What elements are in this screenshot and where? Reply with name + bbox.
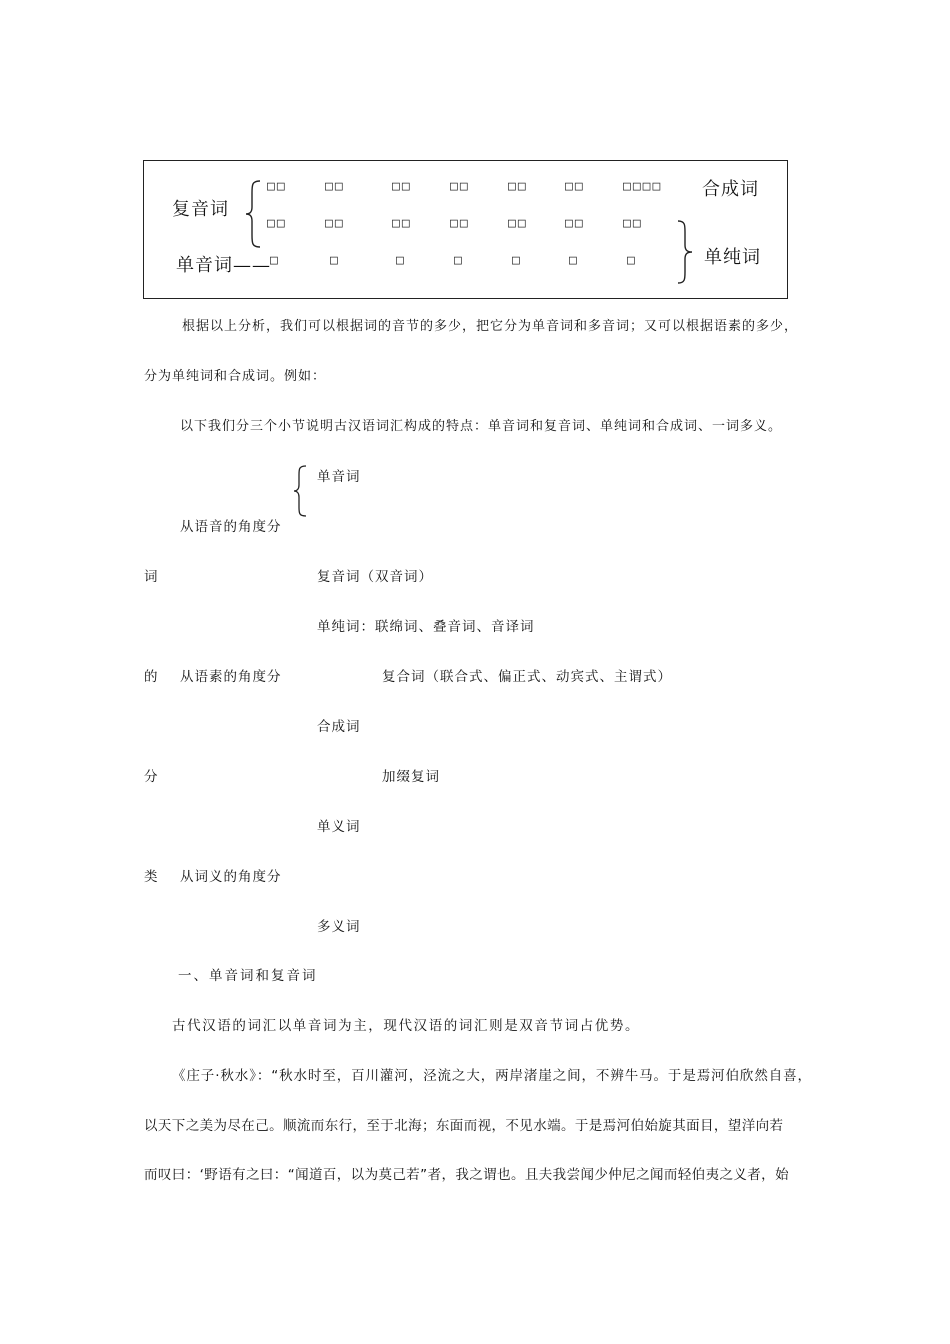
right-brace-icon — [676, 219, 694, 285]
class-fen: 分 — [144, 769, 159, 785]
quote-line-1: 《庄子·秋水》：“秋水时至，百川灌河，泾流之大，两岸渚崖之间，不辨牛马。于是焉河伯欣然自喜， — [172, 1068, 812, 1084]
row2-cell: □□ — [392, 216, 412, 231]
row1-cell: □□ — [565, 179, 585, 194]
danchunci-label: 单纯词 — [704, 247, 761, 268]
class-yuyin: 从语音的角度分 — [180, 519, 282, 535]
row1-cell: □□ — [450, 179, 470, 194]
class-danchunci: 单纯词：联绵词、叠音词、音译词 — [317, 619, 535, 635]
row2-cell: □□ — [565, 216, 585, 231]
row3-cell: □ — [512, 253, 522, 268]
row1-cell: □□ — [392, 179, 412, 194]
paragraph-analysis-cont: 分为单纯词和合成词。例如： — [144, 369, 327, 384]
row3-cell: □ — [396, 253, 406, 268]
classification-brace-icon — [292, 464, 308, 518]
class-danyinci: 单音词 — [317, 469, 361, 485]
class-lei: 类 — [144, 869, 159, 885]
section-title: 一、单音词和复音词 — [178, 968, 318, 984]
class-fuheci: 复合词（联合式、偏正式、动宾式、主谓式） — [382, 669, 672, 685]
word-structure-diagram — [143, 160, 788, 299]
class-yusu: 从语素的角度分 — [180, 669, 282, 685]
paragraph-outline: 以下我们分三个小节说明古汉语词汇构成的特点：单音词和复音词、单纯词和合成词、一词多义。 — [180, 419, 783, 434]
row2-cell: □□ — [450, 216, 470, 231]
class-ciyi: 从词义的角度分 — [180, 869, 282, 885]
class-fuyinci: 复音词（双音词） — [317, 569, 433, 585]
row2-cell: □□ — [508, 216, 528, 231]
row1-cell: □□ — [508, 179, 528, 194]
class-jiazhui: 加缀复词 — [382, 769, 440, 785]
left-brace-icon — [244, 179, 264, 249]
class-hechengci: 合成词 — [317, 719, 361, 735]
quote-line-3: 而叹曰：‘野语有之曰：“闻道百，以为莫己若”者，我之谓也。且夫我尝闻少仲尼之闻而轻伯夷之义者，始 — [144, 1167, 789, 1183]
row3-cell: □ — [330, 253, 340, 268]
row1-cell: □□□□ — [623, 179, 663, 194]
row2-cell: □□ — [325, 216, 345, 231]
quote-line-2: 以天下之美为尽在己。顺流而东行，至于北海；东面而视，不见水端。于是焉河伯始旋其面目，望洋向若 — [144, 1118, 784, 1134]
class-duoyi: 多义词 — [317, 919, 361, 935]
row1-cell: □□ — [267, 179, 287, 194]
paragraph-analysis: 根据以上分析，我们可以根据词的音节的多少，把它分为单音词和多音词；又可以根据语素的多少， — [182, 319, 799, 334]
row3-cell: □ — [627, 253, 637, 268]
row2-cell: □□ — [267, 216, 287, 231]
row3-cell: □ — [454, 253, 464, 268]
class-danyi: 单义词 — [317, 819, 361, 835]
danyinci-label: 单音词—— — [176, 255, 271, 276]
class-de: 的 — [144, 669, 159, 685]
class-ci: 词 — [144, 569, 159, 585]
hechengci-label: 合成词 — [702, 179, 759, 200]
paragraph-intro: 古代汉语的词汇以单音词为主，现代汉语的词汇则是双音节词占优势。 — [172, 1018, 641, 1034]
row3-cell: □ — [270, 253, 280, 268]
row1-cell: □□ — [325, 179, 345, 194]
row3-cell: □ — [569, 253, 579, 268]
fuyinci-label: 复音词 — [172, 199, 229, 220]
row2-cell: □□ — [623, 216, 643, 231]
